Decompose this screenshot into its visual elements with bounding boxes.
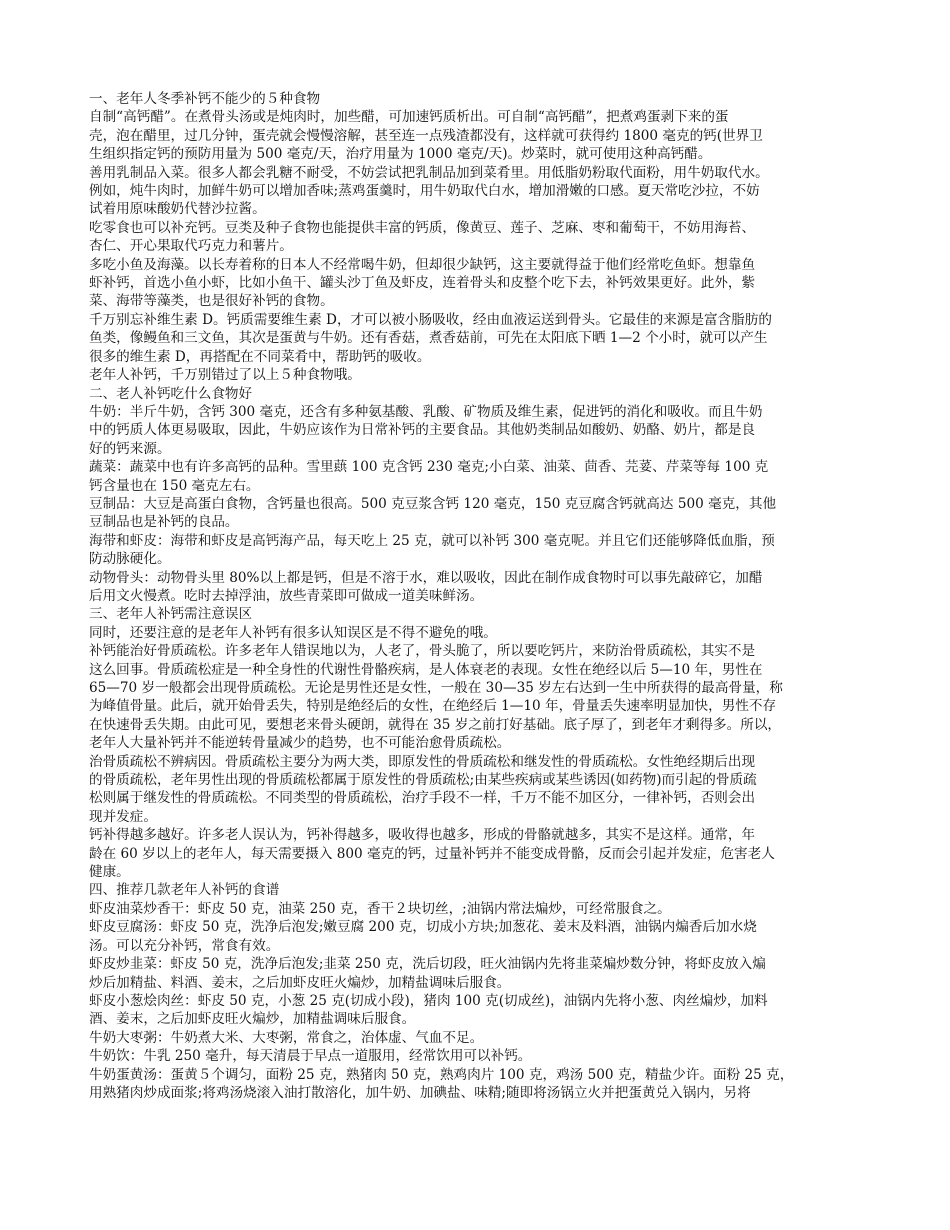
text-line: 好的钙来源。 (89, 440, 171, 457)
text-line: 鱼类，像鳗鱼和三文鱼，其次是蛋黄与牛奶。还有香菇，煮香菇前，可先在太阳底下晒 1—2 个小时，就可以产生 (89, 330, 768, 347)
text-line: 的骨质疏松，老年男性出现的骨质疏松都属于原发性的骨质疏松;由某些疾病或某些诱因(如药物)而引起的骨质疏 (89, 772, 757, 789)
text-line: 健康。 (89, 864, 130, 881)
text-line: 中的钙质人体更易吸取，因此，牛奶应该作为日常补钙的主要食品。其他奶类制品如酸奶、奶酪、奶片，都是良 (89, 422, 756, 439)
text-line: 多吃小鱼及海藻。以长寿着称的日本人不经常喝牛奶，但却很少缺钙，这主要就得益于他们经常吃鱼虾。想靠鱼 (89, 256, 756, 273)
text-line: 用熟猪肉炒成面浆;将鸡汤烧滚入油打散溶化，加牛奶、加碘盐、味精;随即将汤锅立火并把蛋黄兑入锅内，另将 (89, 1084, 751, 1101)
text-line: 龄在 60 岁以上的老年人，每天需要摄入 800 毫克的钙，过量补钙并不能变成骨骼，反而会引起并发症，危害老人 (89, 845, 775, 862)
text-line: 四、推荐几款老年人补钙的食谱 (89, 882, 280, 899)
text-line: 老年人大量补钙并不能逆转骨量减少的趋势，也不可能治愈骨质疏松。 (89, 735, 511, 752)
text-line: 例如，炖牛肉时，加鲜牛奶可以增加香味;蒸鸡蛋羹时，用牛奶取代白水，增加滑嫩的口感。夏天常吃沙拉，不妨 (89, 183, 760, 200)
text-line: 自制“高钙醋”。在煮骨头汤或是炖肉时，加些醋，可加速钙质析出。可自制“高钙醋”，把煮鸡蛋剥下来的蛋 (89, 109, 729, 126)
text-line: 牛奶饮：牛乳 250 毫升，每天清晨于早点一道服用，经常饮用可以补钙。 (89, 1048, 532, 1065)
text-line: 虾皮炒韭菜：虾皮 50 克，洗净后泡发;韭菜 250 克，洗后切段，旺火油锅内先将韭菜煸炒数分钟，将虾皮放入煸 (89, 956, 766, 973)
section-heading-2: 二、老人补钙吃什么食物好 (89, 385, 253, 402)
text-line: 牛奶蛋黄汤：蛋黄５个调匀，面粉 25 克，熟猪肉 50 克，熟鸡肉片 100 克，鸡汤 500 克，精盐少许。面粉 25 克， (89, 1066, 794, 1083)
text-line: 钙含量也在 150 毫克左右。 (89, 477, 260, 494)
document-page (89, 90, 865, 1102)
section-heading-1: 一、老年人冬季补钙不能少的５种食物 (89, 91, 321, 107)
text-line: 酒、姜末，之后加虾皮旺火煸炒，加精盐调味后服食。 (89, 1011, 416, 1028)
text-line: 老年人补钙，千万别错过了以上５种食物哦。 (89, 367, 361, 384)
text-line: 豆制品也是补钙的良品。 (89, 514, 239, 531)
text-line: 海带和虾皮：海带和虾皮是高钙海产品，每天吃上 25 克，就可以补钙 300 毫克呢。并且它们还能够降低血脂，预 (89, 532, 775, 549)
text-line: 松则属于继发性的骨质疏松。不同类型的骨质疏松，治疗手段不一样，千万不能不加区分，一律补钙，否则会出 (89, 790, 756, 807)
text-line: 治骨质疏松不辨病因。骨质疏松主要分为两大类，即原发性的骨质疏松和继发性的骨质疏松。女性绝经期后出现 (89, 753, 756, 770)
text-line: 汤。可以充分补钙，常食有效。 (89, 937, 280, 954)
text-line: 很多的维生素 D，再搭配在不同菜肴中，帮助钙的吸收。 (89, 348, 431, 365)
text-line: 虾皮小葱烩肉丝：虾皮 50 克，小葱 25 克(切成小段)，猪肉 100 克(切成丝)，油锅内先将小葱、肉丝煸炒，加料 (89, 992, 768, 1009)
text-line: 钙补得越多越好。许多老人误认为，钙补得越多，吸收得也越多，形成的骨骼就越多，其实不是这样。通常，年 (89, 827, 756, 844)
text-line: 动物骨头：动物骨头里 80%以上都是钙，但是不溶于水，难以吸收，因此在制作成食物时可以事先敲碎它，加醋 (89, 569, 763, 586)
text-line: 杏仁、开心果取代巧克力和薯片。 (89, 238, 293, 255)
text-line: 虾补钙，首选小鱼小虾，比如小鱼干、罐头沙丁鱼及虾皮，连着骨头和皮整个吃下去，补钙效果更好。此外，紫 (89, 275, 756, 292)
text-line: 善用乳制品入菜。很多人都会乳糖不耐受，不妨尝试把乳制品加到菜肴里。用低脂奶粉取代面粉，用牛奶取代水。 (89, 164, 769, 181)
text-line: 菜、海带等藻类，也是很好补钙的食物。 (89, 293, 334, 310)
text-line: 65—70 岁一般都会出现骨质疏松。无论是男性还是女性，一般在 30—35 岁左右达到一生中所获得的最高骨量，称 (89, 680, 783, 696)
text-line: 试着用原味酸奶代替沙拉酱。 (89, 201, 266, 218)
text-line: 蔬菜：蔬菜中也有许多高钙的品种。雪里蕻 100 克含钙 230 毫克;小白菜、油菜、茴香、芫荽、芹菜等每 100 克 (89, 459, 769, 476)
section-heading-3: 三、老年人补钙需注意误区 (89, 606, 253, 623)
text-line: 现并发症。 (89, 808, 157, 825)
text-line: 后用文火慢煮。吃时去掉浮油，放些青菜即可做成一道美味鲜汤。 (89, 587, 484, 604)
text-line: 虾皮豆腐汤：虾皮 50 克，洗净后泡发;嫩豆腐 200 克，切成小方块;加葱花、姜末及料酒，油锅内煸香后加水烧 (89, 919, 757, 936)
text-line: 吃零食也可以补充钙。豆类及种子食物也能提供丰富的钙质，像黄豆、莲子、芝麻、枣和葡萄干，不妨用海苔、 (89, 219, 756, 236)
text-line: 防动脉硬化。 (89, 551, 171, 568)
text-line: 牛奶：半斤牛奶，含钙 300 毫克，还含有多种氨基酸、乳酸、矿物质及维生素，促进钙的消化和吸收。而且牛奶 (89, 403, 763, 420)
text-line: 豆制品：大豆是高蛋白食物，含钙量也很高。500 克豆浆含钙 120 毫克，150 克豆腐含钙就高达 500 毫克，其他 (89, 495, 777, 512)
text-line: 这么回事。骨质疏松症是一种全身性的代谢性骨骼疾病，是人体衰老的表现。女性在绝经以后 5—10 年，男性在 (89, 661, 763, 678)
text-line: 生组织指定钙的预防用量为 500 毫克/天，治疗用量为 1000 毫克/天)。炒菜时，就可使用这种高钙醋。 (89, 146, 712, 163)
text-line: 炒后加精盐、料酒、姜末，之后加虾皮旺火煸炒，加精盐调味后服食。 (89, 974, 511, 991)
text-line: 千万别忘补维生素 D。钙质需要维生素 D，才可以被小肠吸收，经由血液运送到骨头。它最佳的来源是富含脂肪的 (89, 311, 772, 328)
text-line: 补钙能治好骨质疏松。许多老年人错误地以为，人老了，骨头脆了，所以要吃钙片，来防治骨质疏松，其实不是 (89, 643, 756, 660)
text-line: 牛奶大枣粥：牛奶煮大米、大枣粥，常食之，治体虚、气血不足。 (89, 1029, 484, 1046)
text-line: 在快速骨丢失期。由此可见，要想老来骨头硬朗，就得在 35 岁之前打好基础。底子厚了，到老年才剩得多。所以， (89, 716, 782, 733)
text-line: 为峰值骨量。此后，就开始骨丢失，特别是绝经后的女性，在绝经后 1—10 年，骨量丢失速率明显加快，男性不存 (89, 698, 777, 715)
text-line: 壳，泡在醋里，过几分钟，蛋壳就会慢慢溶解，甚至连一点残渣都没有，这样就可获得约 1800 毫克的钙(世界卫 (89, 127, 763, 144)
text-line: 同时，还要注意的是老年人补钙有很多认知误区是不得不避免的哦。 (89, 624, 497, 641)
section-heading-4: 虾皮油菜炒香干：虾皮 50 克，油菜 250 克，香干２块切丝，;油锅内常法煸炒，可经常服食之。 (89, 900, 671, 917)
